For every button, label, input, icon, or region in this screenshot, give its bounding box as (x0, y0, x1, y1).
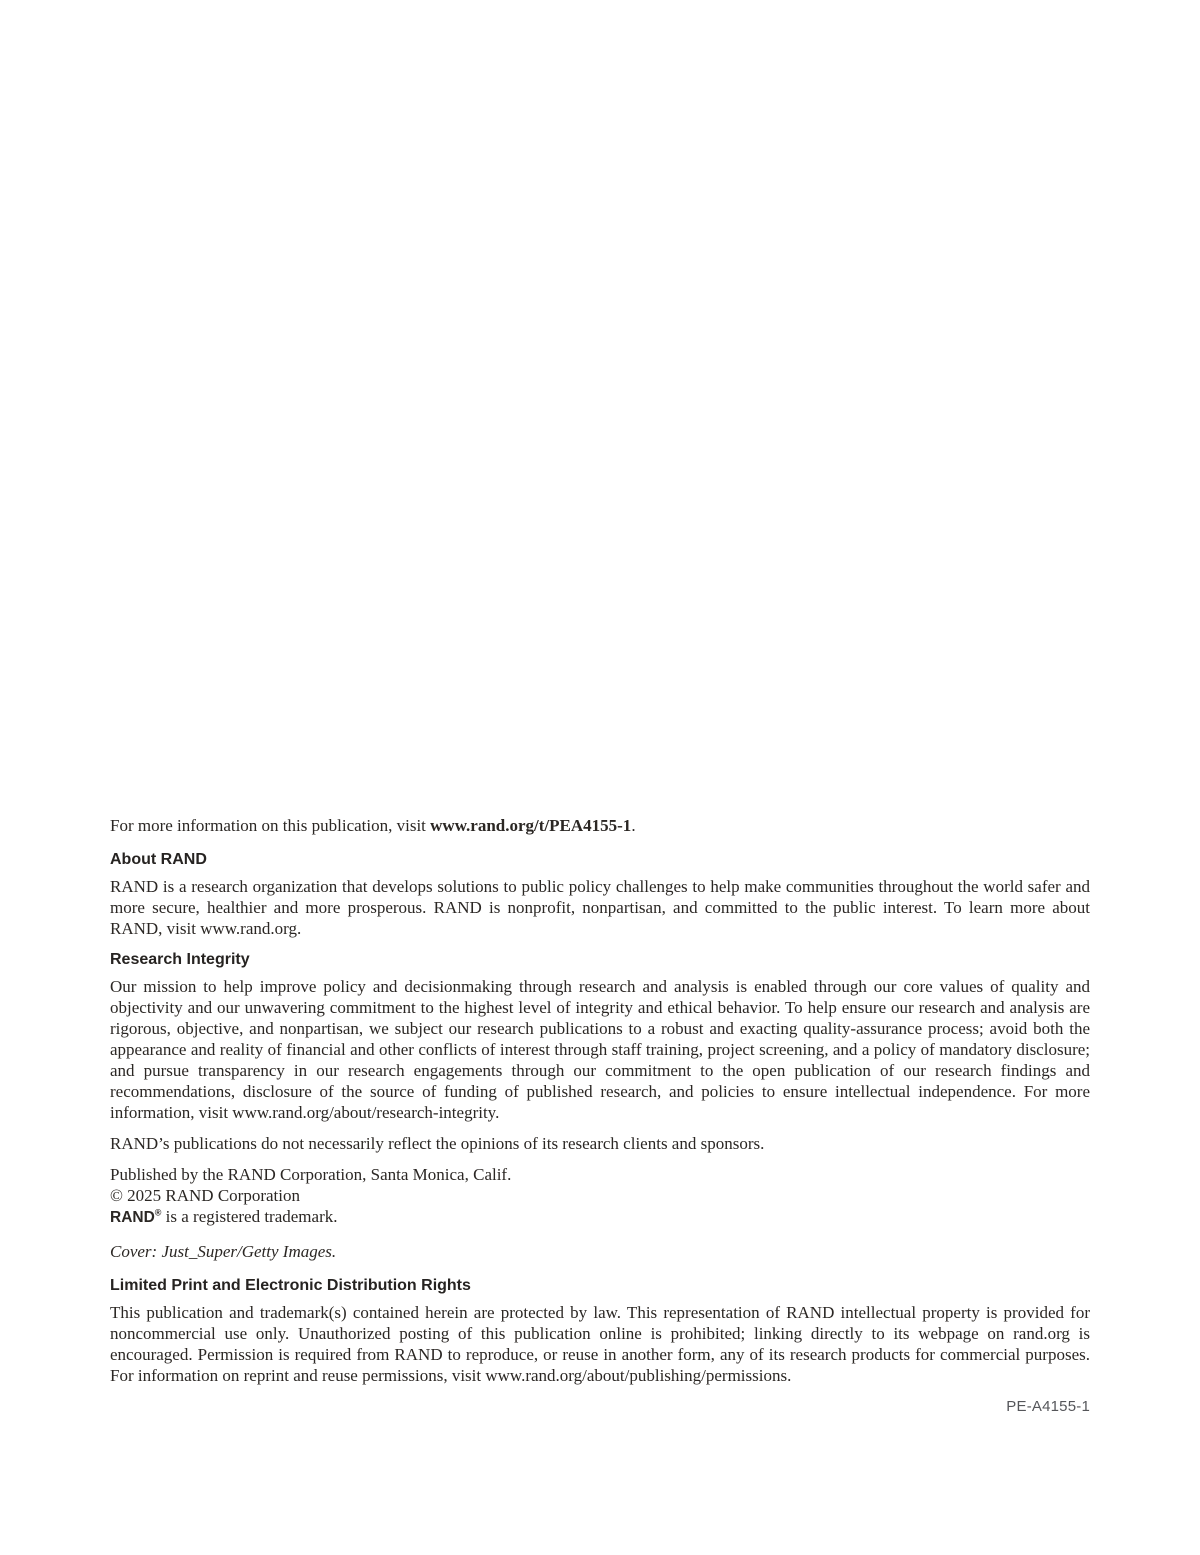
page-content (110, 815, 1090, 1386)
publication-info-suffix: . (631, 816, 636, 835)
published-by-line: Published by the RAND Corporation, Santa Monica, Calif. (110, 1165, 512, 1184)
rand-brand-wordmark: RAND (110, 1209, 155, 1226)
distribution-rights-heading: Limited Print and Electronic Distribution Rights (110, 1277, 471, 1294)
publication-info-line (110, 815, 1090, 836)
research-integrity-paragraph: Our mission to help improve policy and decisionmaking through research and analysis is enabled through our core values of quality and objectivity and our unwavering commitment to the highest level of integrity and ethical behavior. To help ensure our research and analysis are rigorous, objective, and nonpartisan, we subject our research publications to a robust and exacting quality-assurance process; avoid both the appearance and reality of financial and other conflicts of interest through staff training, project screening, and a policy of mandatory disclosure; and pursue transparency in our research engagements through our commitment to the open publication of our research findings and recommendations, disclosure of the source of funding of published research, and policies to ensure intellectual independence. For more information, visit www.rand.org/about/research-integrity. (110, 977, 1090, 1122)
about-rand-paragraph: RAND is a research organization that develops solutions to public policy challenges to help make communities throughout the world safer and more secure, healthier and more prosperous. RAND is nonprofit, nonpartisan, and committed to the public interest. To learn more about RAND, visit www.rand.org. (110, 877, 1090, 938)
research-integrity-heading: Research Integrity (110, 951, 250, 968)
distribution-rights-paragraph: This publication and trademark(s) contained herein are protected by law. This representation of RAND intellectual property is provided for noncommercial use only. Unauthorized posting of this publication online is prohibited; linking directly to its webpage on rand.org is encouraged. Permission is required from RAND to reproduce, or reuse in another form, any of its research products for commercial purposes. For information on reprint and reuse permissions, visit www.rand.org/about/publishing/permissions. (110, 1303, 1090, 1385)
registered-trademark-symbol: ® (154, 1207, 162, 1218)
publisher-block (110, 1164, 1090, 1228)
document-number: PE-A4155-1 (1006, 1398, 1090, 1415)
copyright-line: © 2025 RAND Corporation (110, 1186, 300, 1205)
trademark-line (110, 1206, 1090, 1228)
publication-info-prefix: For more information on this publication, visit (110, 816, 431, 835)
cover-credit-line: Cover: Just_Super/Getty Images. (110, 1242, 337, 1261)
trademark-line-text: is a registered trademark. (161, 1207, 338, 1226)
publication-url-link[interactable]: www.rand.org/t/PEA4155-1 (430, 816, 632, 835)
publications-opinions-line: RAND’s publications do not necessarily reflect the opinions of its research clients and sponsors. (110, 1134, 765, 1153)
about-rand-heading: About RAND (110, 851, 207, 868)
